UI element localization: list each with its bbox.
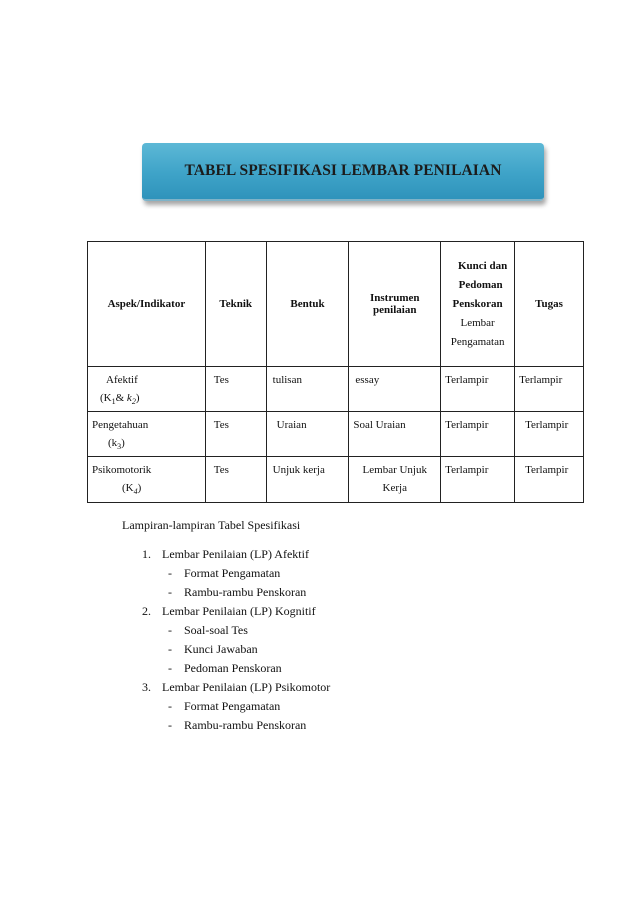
dash: - [168, 661, 172, 675]
sub-item-label: Format Pengamatan [184, 699, 281, 713]
aspek-close: ) [121, 437, 125, 450]
sub-item [168, 697, 330, 716]
aspek-k: (k [108, 437, 118, 450]
cell-bentuk: Unjuk kerja [266, 457, 349, 502]
header-tugas: Tugas [515, 242, 584, 367]
cell-kunci: Terlampir [441, 457, 515, 502]
aspek-close: ) [135, 392, 140, 404]
sub-item-label: Rambu-rambu Penskoran [184, 718, 307, 732]
aspek-sub1: 1 [111, 397, 116, 407]
dash: - [168, 623, 172, 637]
header-bentuk: Bentuk [266, 242, 349, 367]
lampiran-list [122, 545, 330, 735]
cell-teknik: Tes [205, 367, 266, 412]
dash: - [168, 699, 172, 713]
dash: - [168, 566, 172, 580]
spesifikasi-table [87, 241, 584, 503]
cell-tugas: Terlampir [515, 367, 584, 412]
header-kunci-line3: Penskoran [452, 297, 503, 310]
item-label: Lembar Penilaian (LP) Afektif [162, 547, 309, 561]
sub-item [168, 621, 330, 640]
cell-aspek-line1: Psikomotorik [92, 464, 152, 477]
table-header-row [88, 242, 584, 367]
cell-instrumen: essay [349, 367, 441, 412]
cell-bentuk: tulisan [266, 367, 349, 412]
cell-instrumen: Soal Uraian [349, 412, 441, 457]
dash: - [168, 718, 172, 732]
sub-item [168, 583, 330, 602]
header-kunci-line4: Lembar [460, 316, 495, 329]
table-row [88, 457, 584, 502]
list-item [142, 602, 330, 678]
sub-item-label: Format Pengamatan [184, 566, 281, 580]
header-kunci-line2: Pedoman [458, 278, 503, 291]
cell-tugas: Terlampir [515, 412, 584, 457]
header-instrumen-line1: Instrumen [370, 292, 420, 304]
aspek-close: ) [137, 482, 142, 495]
aspek-k: (K [122, 482, 134, 495]
cell-aspek [88, 367, 206, 412]
table-row [88, 412, 584, 457]
aspek-sub: 3 [117, 442, 122, 452]
cell-teknik: Tes [205, 412, 266, 457]
header-kunci-line5: Pengamatan [450, 335, 505, 348]
cell-aspek-line1: Pengetahuan [92, 419, 149, 432]
cell-aspek-line2 [92, 482, 142, 497]
cell-instrumen-line2: Kerja [382, 482, 407, 495]
item-number: 1. [142, 547, 151, 561]
sub-item [168, 716, 330, 735]
header-teknik: Teknik [205, 242, 266, 367]
sub-list [142, 697, 330, 735]
item-label: Lembar Penilaian (LP) Psikomotor [162, 680, 331, 694]
banner-title: TABEL SPESIFIKASI LEMBAR PENILAIAN [184, 162, 502, 179]
item-number: 3. [142, 680, 151, 694]
cell-instrumen [349, 457, 441, 502]
cell-aspek [88, 412, 206, 457]
cell-aspek-line1: Afektif [106, 374, 138, 386]
cell-instrumen-line1: Lembar Unjuk [362, 464, 427, 477]
cell-teknik: Tes [205, 457, 266, 502]
header-instrumen [349, 242, 441, 367]
sub-item-label: Kunci Jawaban [184, 642, 258, 656]
lampiran-section [122, 516, 330, 735]
cell-aspek-line2 [92, 437, 125, 452]
header-kunci-line1: Kunci dan [457, 259, 508, 272]
aspek-sub: 4 [133, 487, 138, 497]
sub-item [168, 640, 330, 659]
cell-aspek [88, 457, 206, 502]
lampiran-title: Lampiran-lampiran Tabel Spesifikasi [122, 518, 301, 532]
sub-item [168, 659, 330, 678]
cell-aspek-line2 [92, 392, 140, 407]
sub-list [142, 621, 330, 678]
cell-tugas: Terlampir [515, 457, 584, 502]
item-label: Lembar Penilaian (LP) Kognitif [162, 604, 316, 618]
dash: - [168, 585, 172, 599]
list-item [142, 545, 330, 602]
header-instrumen-line2: penilaian [373, 304, 417, 316]
header-kunci [441, 242, 515, 367]
sub-item-label: Soal-soal Tes [184, 623, 248, 637]
aspek-amp: & [115, 392, 127, 404]
item-number: 2. [142, 604, 151, 618]
aspek-sub2: 2 [131, 397, 136, 407]
dash: - [168, 642, 172, 656]
cell-kunci: Terlampir [441, 412, 515, 457]
sub-item-label: Rambu-rambu Penskoran [184, 585, 307, 599]
title-banner [142, 143, 544, 201]
aspek-k2: k [126, 392, 132, 404]
sub-item-label: Pedoman Penskoran [184, 661, 282, 675]
list-item [142, 678, 330, 735]
aspek-k: (K [100, 392, 112, 404]
sub-item [168, 564, 330, 583]
cell-bentuk: Uraian [266, 412, 349, 457]
cell-kunci: Terlampir [441, 367, 515, 412]
table-row [88, 367, 584, 412]
header-aspek: Aspek/Indikator [88, 242, 206, 367]
sub-list [142, 564, 330, 602]
